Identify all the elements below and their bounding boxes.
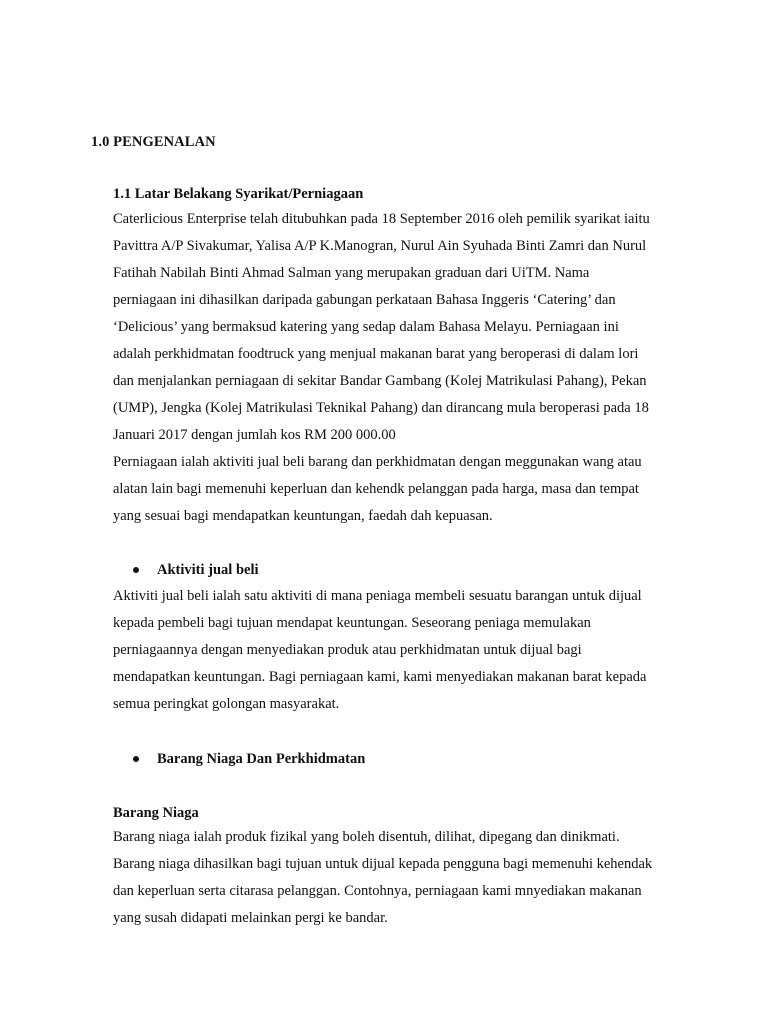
- subheading-barang-niaga: Barang Niaga: [113, 805, 199, 821]
- intro-line: (UMP), Jengka (Kolej Matrikulasi Teknikal Pahang) dan dirancang mula beroperasi pada 18: [113, 400, 649, 416]
- intro-line: Januari 2017 dengan jumlah kos RM 200 000.00: [113, 427, 396, 443]
- aktiviti-paragraph: [113, 583, 673, 718]
- barang-line: Barang niaga dihasilkan bagi tujuan untuk dijual kepada pengguna bagi memenuhi kehendak: [113, 856, 653, 872]
- aktiviti-line: kepada pembeli bagi tujuan mendapat keuntungan. Seseorang peniaga memulakan: [113, 615, 591, 631]
- bullet-dot-icon: [133, 567, 139, 573]
- intro-paragraph: [113, 206, 673, 530]
- aktiviti-line: mendapatkan keuntungan. Bagi perniagaan kami, kami menyediakan makanan barat kepada: [113, 669, 647, 685]
- section-heading-pengenalan: 1.0 PENGENALAN: [91, 134, 216, 150]
- bullet-barang-niaga-perkhidmatan: [133, 751, 365, 768]
- intro-line: Perniagaan ialah aktiviti jual beli barang dan perkhidmatan dengan meggunakan wang atau: [113, 454, 642, 470]
- bullet-aktiviti-jual-beli: [133, 562, 259, 579]
- aktiviti-line: Aktiviti jual beli ialah satu aktiviti di mana peniaga membeli sesuatu barangan untuk dijual: [113, 588, 642, 604]
- intro-line: yang sesuai bagi mendapatkan keuntungan, faedah dah kepuasan.: [113, 508, 493, 524]
- intro-line: dan menjalankan perniagaan di sekitar Bandar Gambang (Kolej Matrikulasi Pahang), Pekan: [113, 373, 647, 389]
- barang-niaga-paragraph: [113, 824, 673, 932]
- bullet-label: Aktiviti jual beli: [157, 562, 259, 578]
- intro-line: ‘Delicious’ yang bermaksud katering yang sedap dalam Bahasa Melayu. Perniagaan ini: [113, 319, 619, 335]
- bullet-dot-icon: [133, 756, 139, 762]
- barang-line: dan keperluan serta citarasa pelanggan. Contohnya, perniagaan kami mnyediakan makanan: [113, 883, 642, 899]
- bullet-label: Barang Niaga Dan Perkhidmatan: [157, 751, 366, 767]
- aktiviti-line: semua peringkat golongan masyarakat.: [113, 696, 340, 712]
- barang-line: yang susah didapati melainkan pergi ke bandar.: [113, 910, 388, 926]
- subsection-heading-latar-belakang: 1.1 Latar Belakang Syarikat/Perniagaan: [113, 186, 364, 202]
- intro-line: Fatihah Nabilah Binti Ahmad Salman yang merupakan graduan dari UiTM. Nama: [113, 265, 590, 281]
- intro-line: alatan lain bagi memenuhi keperluan dan kehendk pelanggan pada harga, masa dan tempat: [113, 481, 639, 497]
- intro-line: perniagaan ini dihasilkan daripada gabungan perkataan Bahasa Inggeris ‘Catering’ dan: [113, 292, 616, 308]
- intro-line: adalah perkhidmatan foodtruck yang menjual makanan barat yang beroperasi di dalam lori: [113, 346, 639, 362]
- intro-line: Pavittra A/P Sivakumar, Yalisa A/P K.Manogran, Nurul Ain Syuhada Binti Zamri dan Nurul: [113, 238, 647, 254]
- aktiviti-line: perniagaannya dengan menyediakan produk atau perkhidmatan untuk dijual bagi: [113, 642, 582, 658]
- intro-line: Caterlicious Enterprise telah ditubuhkan pada 18 September 2016 oleh pemilik syarikat iaitu: [113, 211, 650, 227]
- barang-line: Barang niaga ialah produk fizikal yang boleh disentuh, dilihat, dipegang dan dinikmati.: [113, 829, 620, 845]
